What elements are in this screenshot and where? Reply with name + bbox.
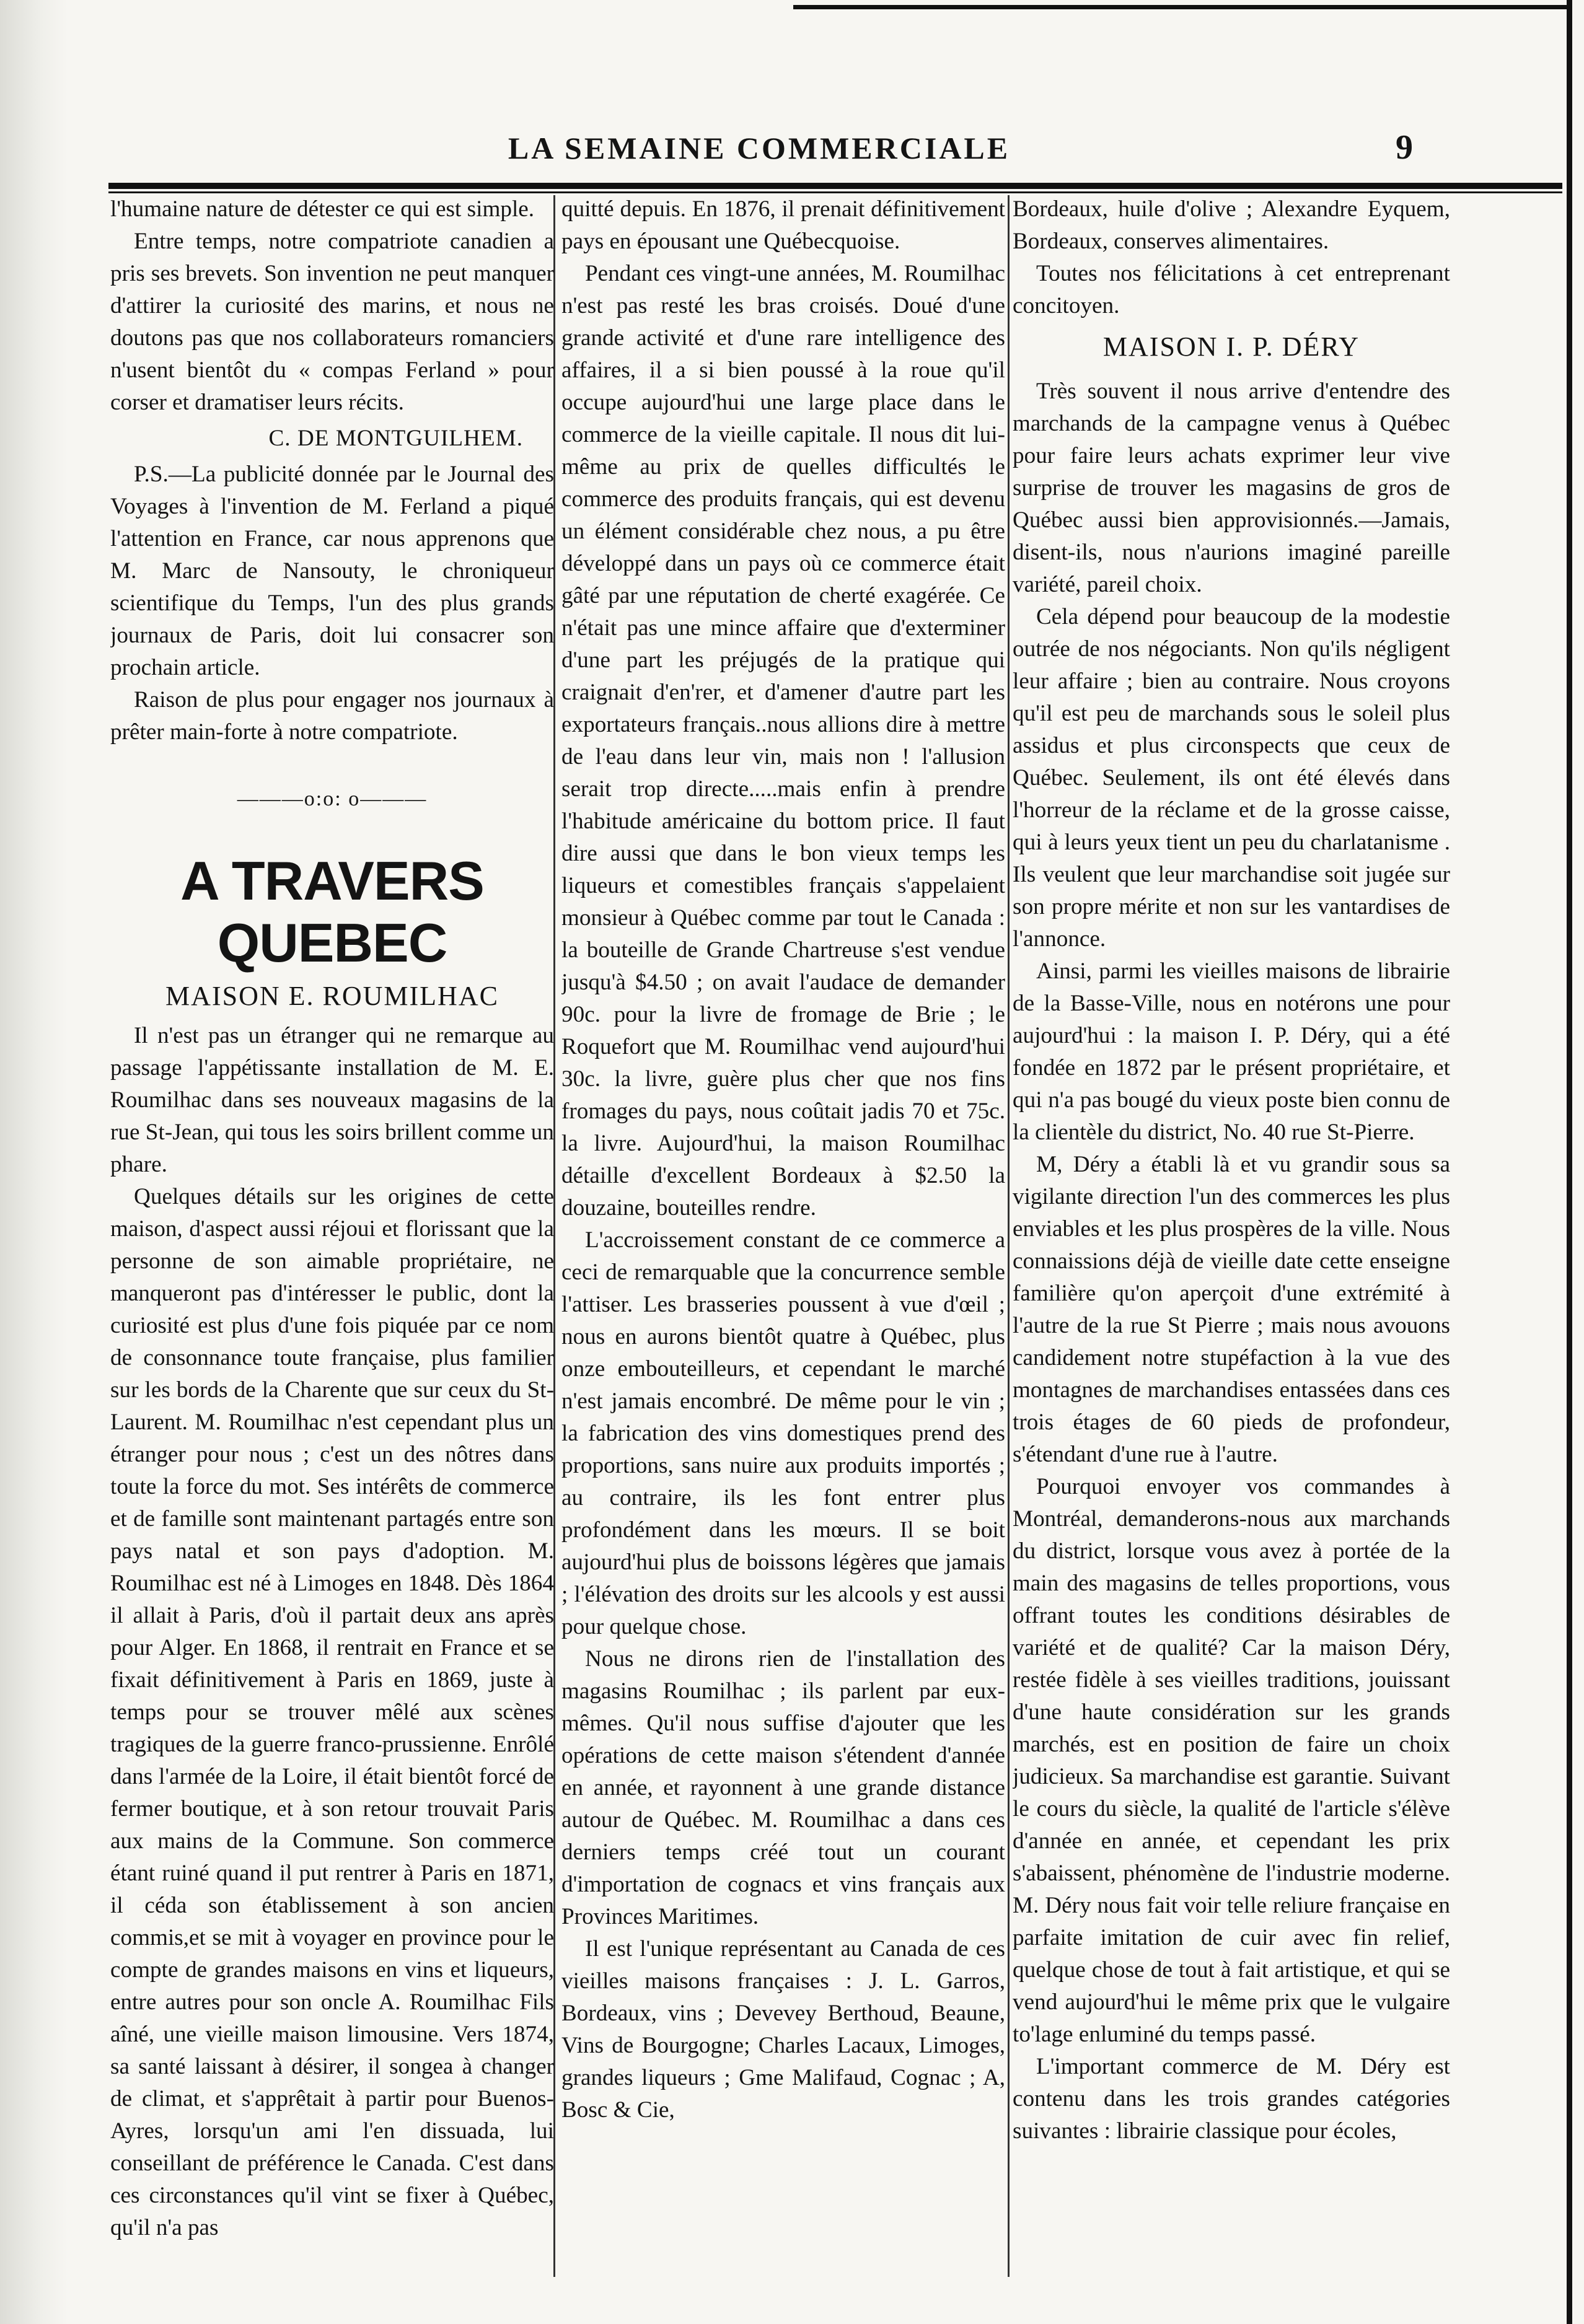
running-title: LA SEMAINE COMMERCIALE	[508, 131, 1011, 165]
paragraph: Nous ne dirons rien de l'installation des magasins Roumilhac ; ils parlent par eux-mêmes. Qu'il nous suffise d'ajouter que les opérations de cette maison s'étendent d'année en année, et rayonnent à une grande distance autour de Québec. M. Roumilhac a dans ces derniers temps créé tout un courant d'importation de cognacs et vins français aux Provinces Maritimes.	[561, 1646, 1005, 1929]
section-separator: ———o:o: o———	[237, 787, 428, 810]
paragraph: L'important commerce de M. Déry est contenu dans les trois grandes catégories suivantes : librairie classique pour écoles,	[1013, 2054, 1450, 2144]
paragraph: l'humaine nature de détester ce qui est simple.	[110, 196, 535, 222]
page-number: 9	[1396, 128, 1413, 167]
page-header	[105, 124, 1413, 173]
article-subhead: MAISON E. ROUMILHAC	[165, 981, 499, 1011]
paragraph: Bordeaux, huile d'olive ; Alexandre Eyquem, Bordeaux, conserves alimentaires.	[1013, 196, 1450, 254]
paragraph: Toutes nos félicitations à cet entreprenant concitoyen.	[1013, 261, 1450, 318]
paragraph: L'accroissement constant de ce commerce a ceci de remarquable que la concurrence semble l'attiser. Les brasseries poussent à vue d'œil ; nous en aurons bientôt quatre à Québec, plus onze embouteilleurs, et cependant le marché n'est jamais encombré. De même pour le vin ; la fabrication des vins domestiques prend des proportions, sans nuire aux produits importés ; au contraire, ils les font entrer plus profondément dans les mœurs. Il se boit aujourd'hui plus de boissons légères que jamais ; l'élévation des droits sur les alcools y est aussi pour quelque chose.	[561, 1227, 1005, 1639]
paragraph: Il n'est pas un étranger qui ne remarque au passage l'appétissante installation de M. E. Roumilhac dans ses nouveaux magasins de la rue St-Jean, qui tous les soirs brillent comme un phare.	[110, 1023, 554, 1177]
column-3	[1013, 193, 1450, 2275]
paragraph: Cela dépend pour beaucoup de la modestie outrée de nos négociants. Non qu'ils négligent leur affaire ; bien au contraire. Nous croyons qu'il est peu de marchands sous le soleil plus assidus et plus circonspects que ceux de Québec. Seulement, ils ont été élevés dans l'horreur de la réclame et de la grosse caisse, qui à leurs yeux tient un peu du charlatanisme . Ils veulent que leur marchandise soit jugée sur son propre mérite et non sur les vantardises de l'annonce.	[1013, 604, 1450, 952]
scan-edge-shadow	[0, 0, 68, 2324]
paragraph: Entre temps, notre compatriote canadien a pris ses brevets. Son invention ne peut manquer d'attirer la curiosité des marins, et nous ne doutons pas que nos collaborateurs romanciers n'usent bientôt du « compas Ferland » pour corser et dramatiser leurs récits.	[110, 229, 554, 415]
paragraph: Ainsi, parmi les vieilles maisons de librairie de la Basse-Ville, nous en notérons une pour aujourd'hui : la maison I. P. Déry, qui a été fondée en 1872 par le présent propriétaire, et qui n'a pas bougé du vieux poste bien connu de la clientèle du district, No. 40 rue St-Pierre.	[1013, 958, 1450, 1145]
column-1	[110, 193, 554, 2275]
paragraph: Quelques détails sur les origines de cette maison, d'aspect aussi réjoui et florissant que la personne de son aimable propriétaire, ne manqueront pas d'intéresser le public, dont la curiosité est plus d'une fois piquée par ce nom de consonnance toute française, plus familier sur les bords de la Charente que sur ceux du St-Laurent. M. Roumilhac n'est cependant plus un étranger pour nous ; c'est un des nôtres dans toute la force du mot. Ses intérêts de commerce et de famille sont maintenant partagés entre son pays natal et son pays d'adoption. M. Roumilhac est né à Limoges en 1848. Dès 1864 il allait à Paris, d'où il partait deux ans après pour Alger. En 1868, il rentrait en France et se fixait définitivement à Paris en 1869, juste à temps pour se trouver mêlé aux scènes tragiques de la guerre franco-prussienne. Enrôlé dans l'armée de la Loire, il était bientôt forcé de fermer boutique, et à son retour trouvait Paris aux mains de la Commune. Son commerce étant ruiné quand il put rentrer à Paris en 1871, il céda son établissement à son ancien commis,et se mit à voyager en province pour le compte de grandes maisons en vins et liqueurs, entre autres pour son oncle A. Roumilhac Fils aîné, une vieille maison limousine. Vers 1874, sa santé laissant à désirer, il songea à changer de climat, et s'apprêtait à partir pour Buenos-Ayres, lorsqu'un ami l'en dissuada, lui conseillant de préférence le Canada. C'est dans ces circonstances qu'il vint se fixer à Québec, qu'il n'a pas	[110, 1184, 554, 2240]
author-signature: C. DE MONTGUILHEM.	[268, 426, 523, 451]
column-2	[561, 193, 1005, 2275]
page-right-border	[1567, 0, 1572, 2324]
paragraph: Très souvent il nous arrive d'entendre des marchands de la campagne venus à Québec pour faire leurs achats exprimer leur vive surprise de trouver les magasins de gros de Québec aussi bien approvisionnés.—Jamais, disent-ils, nous n'aurions imaginé pareille variété, pareil choix.	[1013, 379, 1450, 597]
paragraph: M, Déry a établi là et vu grandir sous sa vigilante direction l'un des commerces les plus enviables et les plus prospères de la ville. Nous connaissions déjà de vieille date cette enseigne familière qu'on aperçoit d'une extrémité à l'autre de la rue St Pierre ; mais nous avouons candidement notre stupéfaction à la vue des montagnes de marchandises entassées dans ces trois étages de 60 pieds de profondeur, s'étendant d'une rue à l'autre.	[1013, 1152, 1450, 1467]
header-rule	[108, 183, 1562, 189]
paragraph: Il est l'unique représentant au Canada de ces vieilles maisons françaises : J. L. Garros, Bordeaux, vins ; Devevey Berthoud, Beaune, Vins de Bourgogne; Charles Lacaux, Limoges, grandes liqueurs ; Gme Malifaud, Cognac ; A, Bosc & Cie,	[561, 1936, 1005, 2123]
page-top-border	[793, 5, 1572, 9]
column-divider-2	[1008, 195, 1010, 2277]
section-headline: A TRAVERS QUEBEC	[180, 850, 484, 973]
article-subhead: MAISON I. P. DÉRY	[1102, 331, 1360, 362]
paragraph: Raison de plus pour engager nos journaux à prêter main-forte à notre compatriote.	[110, 687, 554, 745]
paragraph: Pourquoi envoyer vos commandes à Montréal, demanderons-nous aux marchands du district, lorsque vous avez à portée de la main des magasins de telles proportions, vous offrant toutes les conditions désirables de variété et de qualité? Car la maison Déry, restée fidèle à ses vieilles traditions, jouissant d'une haute considération sur les grands marchés, est en position de faire un choix judicieux. Sa marchandise est garantie. Suivant le cours du siècle, la qualité de l'article s'élève d'année en année, et cependant les prix s'abaissent, phénomène de l'industrie moderne. M. Déry nous fait voir telle reliure française en parfaite imitation de cuir avec fin relief, quelque chose de tout à fait artistique, et qui se vend aujourd'hui le même prix que le vulgaire to'lage enluminé du temps passé.	[1013, 1474, 1450, 2047]
postscript: P.S.—La publicité donnée par le Journal des Voyages à l'invention de M. Ferland a piqué l'attention en France, car nous apprenons que M. Marc de Nansouty, le chroniqueur scientifique du Temps, l'un des plus grands journaux de Paris, doit lui consacrer son prochain article.	[110, 462, 554, 680]
paragraph: quitté depuis. En 1876, il prenait définitivement pays en épousant une Québecquoise.	[561, 196, 1005, 254]
paragraph: Pendant ces vingt-une années, M. Roumilhac n'est pas resté les bras croisés. Doué d'une grande activité et d'une rare intelligence des affaires, il a si bien poussé à la roue qu'il occupe aujourd'hui une large place dans le commerce de la vieille capitale. Il nous dit lui-même au prix de quelles difficultés le commerce des produits français, qui est devenu un élément considérable chez nous, a pu être développé dans un pays où ce commerce était gâté par une réputation de cherté exagérée. Ce n'était pas une mince affaire que d'exterminer d'une part les préjugés de la pratique qui craignait d'en'rer, et d'amener d'autre part les exportateurs français..nous allions dire à mettre de l'eau dans leur vin, mais non ! l'allusion serait trop directe.....mais enfin à prendre l'habitude américaine du bottom price. Il faut dire aussi que dans le bon vieux temps les liqueurs et comestibles français s'appelaient monsieur à Québec comme par tout le Canada : la bouteille de Grande Chartreuse s'est vendue jusqu'à $4.50 ; on avait l'audace de demander 90c. pour la livre de fromage de Brie ; le Roquefort que M. Roumilhac vend aujourd'hui 30c. la livre, guère plus cher que nos fins fromages du pays, nous coûtait jadis 70 et 75c. la livre. Aujourd'hui, la maison Roumilhac détaille d'excellent Bordeaux à $2.50 la douzaine, bouteilles rendre.	[561, 261, 1005, 1221]
